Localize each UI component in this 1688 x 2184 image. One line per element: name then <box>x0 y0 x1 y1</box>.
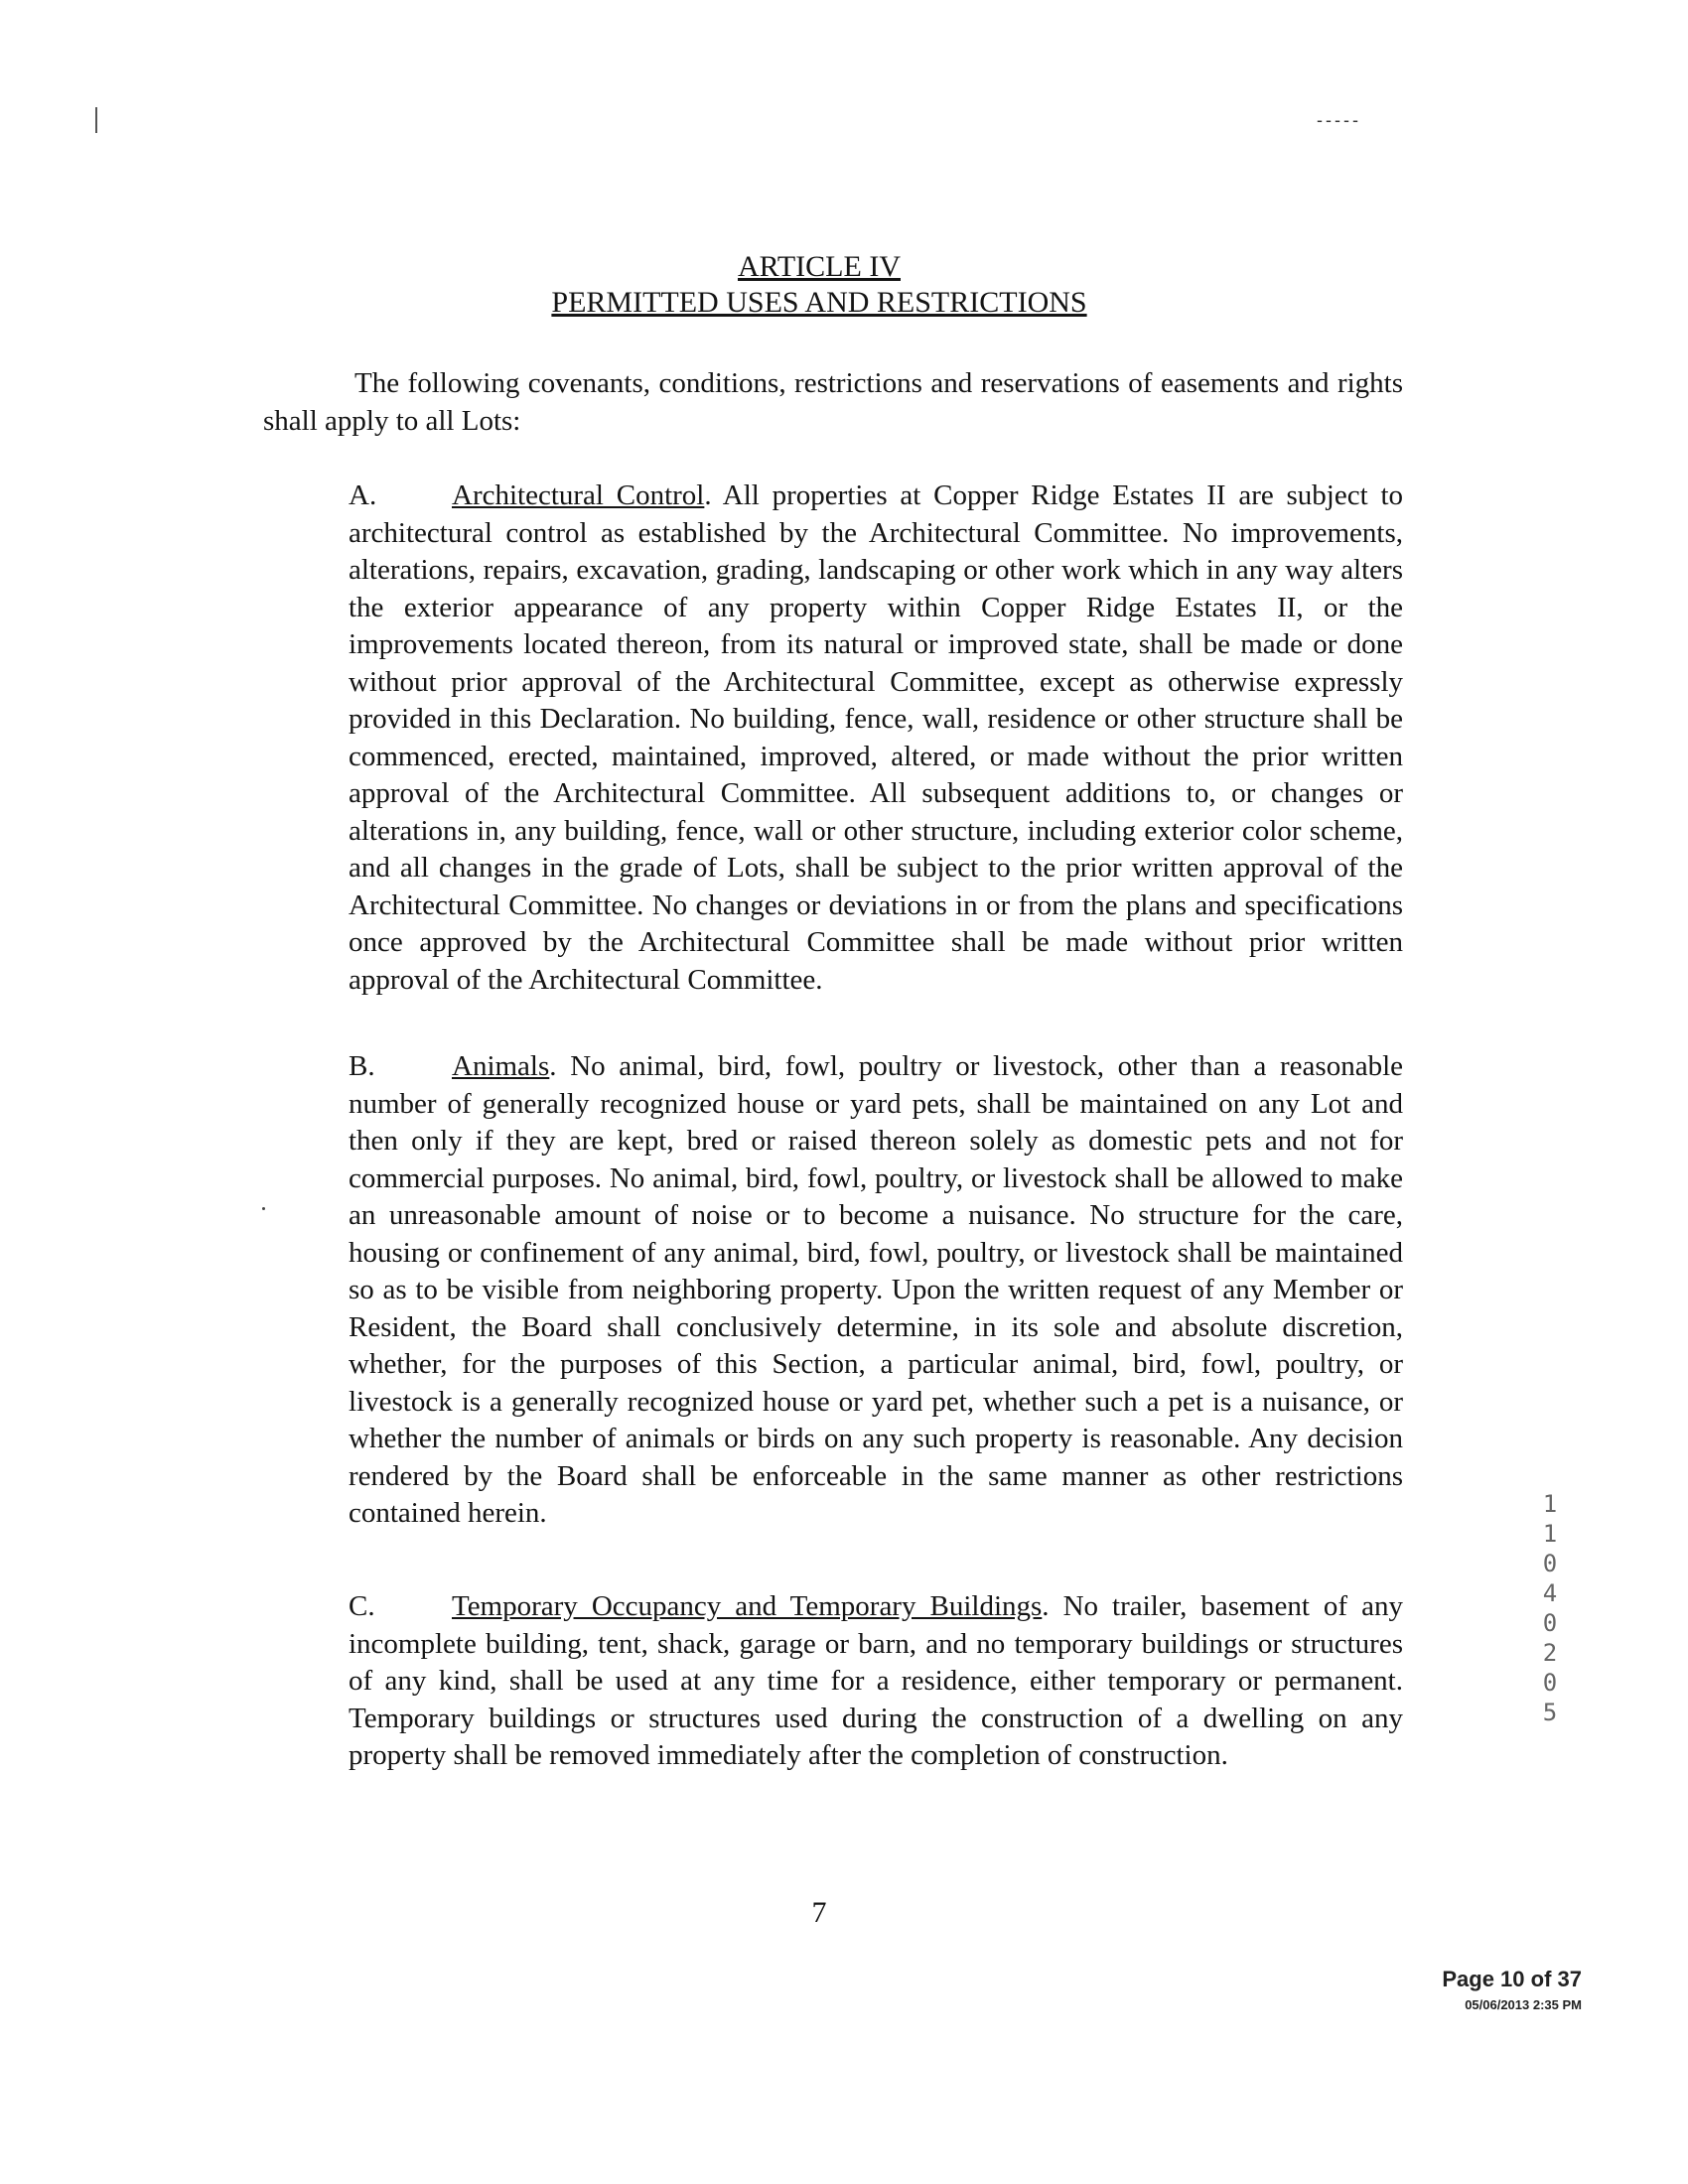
section-b-letter: B. <box>349 1050 375 1082</box>
section-c-body: . No trailer, basement of any incomplete building, tent, shack, garage or barn, and no temporary buildings or structures of any kind, shall be used at any time for a residence, either temporary or permanent. Temporary buildings or structures used during the construction of a dwelling on any property shall be removed immediately after the completion of construction. <box>349 1590 1403 1771</box>
section-b <box>349 1048 1403 1533</box>
side-stamp-digit: 0 <box>1542 1669 1558 1697</box>
side-stamp-digit: 1 <box>1542 1520 1558 1548</box>
section-b-body: . No animal, bird, fowl, poultry or livestock, other than a reasonable number of generally recognized house or yard pets, shall be maintained on any Lot and then only if they are kept, bred or raised thereon solely as domestic pets and not for commercial purposes. No animal, bird, fowl, poultry, or livestock shall be allowed to make an unreasonable amount of noise or to become a nuisance. No structure for the care, housing or confinement of any animal, bird, fowl, poultry, or livestock shall be maintained so as to be visible from neighboring property. Upon the written request of any Member or Resident, the Board shall conclusively determine, in its sole and absolute discretion, whether, for the purposes of this Section, a particular animal, bird, fowl, poultry, or livestock is a generally recognized house or yard pet, whether such a pet is a nuisance, or whether the number of animals or birds on any such property is reasonable. Any decision rendered by the Board shall be enforceable in the same manner as other restrictions contained herein. <box>349 1050 1403 1529</box>
section-b-title: Animals <box>452 1050 550 1082</box>
intro-paragraph: The following covenants, conditions, restrictions and reservations of easements and rights shall apply to all Lots: <box>263 367 1403 437</box>
section-c-title: Temporary Occupancy and Temporary Buildings <box>452 1590 1043 1622</box>
scan-mark <box>95 107 97 133</box>
side-stamp-digit: 4 <box>1542 1579 1558 1607</box>
side-stamp-digit: 2 <box>1542 1639 1558 1667</box>
footer-page-label: Page 10 of 37 <box>1442 1967 1582 1991</box>
article-number: ARTICLE IV <box>737 250 901 283</box>
article-title: PERMITTED USES AND RESTRICTIONS <box>551 286 1087 319</box>
scan-dashes: ----- <box>1317 110 1361 130</box>
section-a-letter: A. <box>349 479 377 511</box>
side-stamp <box>1530 1489 1570 1787</box>
section-c <box>349 1588 1403 1775</box>
section-a-body: . All properties at Copper Ridge Estates II are subject to architectural control as established by the Architectural Committee. No improvements, alterations, repairs, excavation, grading, landscaping or other work which in any way alters the exterior appearance of any property within Copper Ridge Estates II, or the improvements located thereon, from its natural or improved state, shall be made or done without prior approval of the Architectural Committee, except as otherwise expressly provided in this Declaration. No building, fence, wall, residence or other structure shall be commenced, erected, maintained, improved, altered, or made without the prior written approval of the Architectural Committee. All subsequent additions to, or changes or alterations in, any building, fence, wall or other structure, including exterior color scheme, and all changes in the grade of Lots, shall be subject to the prior written approval of the Architectural Committee. No changes or deviations in or from the plans and specifications once approved by the Architectural Committee shall be made without prior written approval of the Architectural Committee. <box>349 479 1403 996</box>
section-c-letter: C. <box>349 1590 375 1622</box>
margin-tick <box>262 1207 265 1210</box>
page-number: 7 <box>811 1896 827 1929</box>
side-stamp-digit: 1 <box>1542 1490 1558 1518</box>
side-stamp-digit: 0 <box>1542 1550 1558 1577</box>
footer-timestamp: 05/06/2013 2:35 PM <box>1465 1997 1582 2012</box>
side-stamp-digit: 0 <box>1542 1609 1558 1637</box>
section-a-title: Architectural Control <box>452 479 705 511</box>
section-a <box>349 478 1403 999</box>
side-stamp-digit: 5 <box>1542 1699 1558 1726</box>
